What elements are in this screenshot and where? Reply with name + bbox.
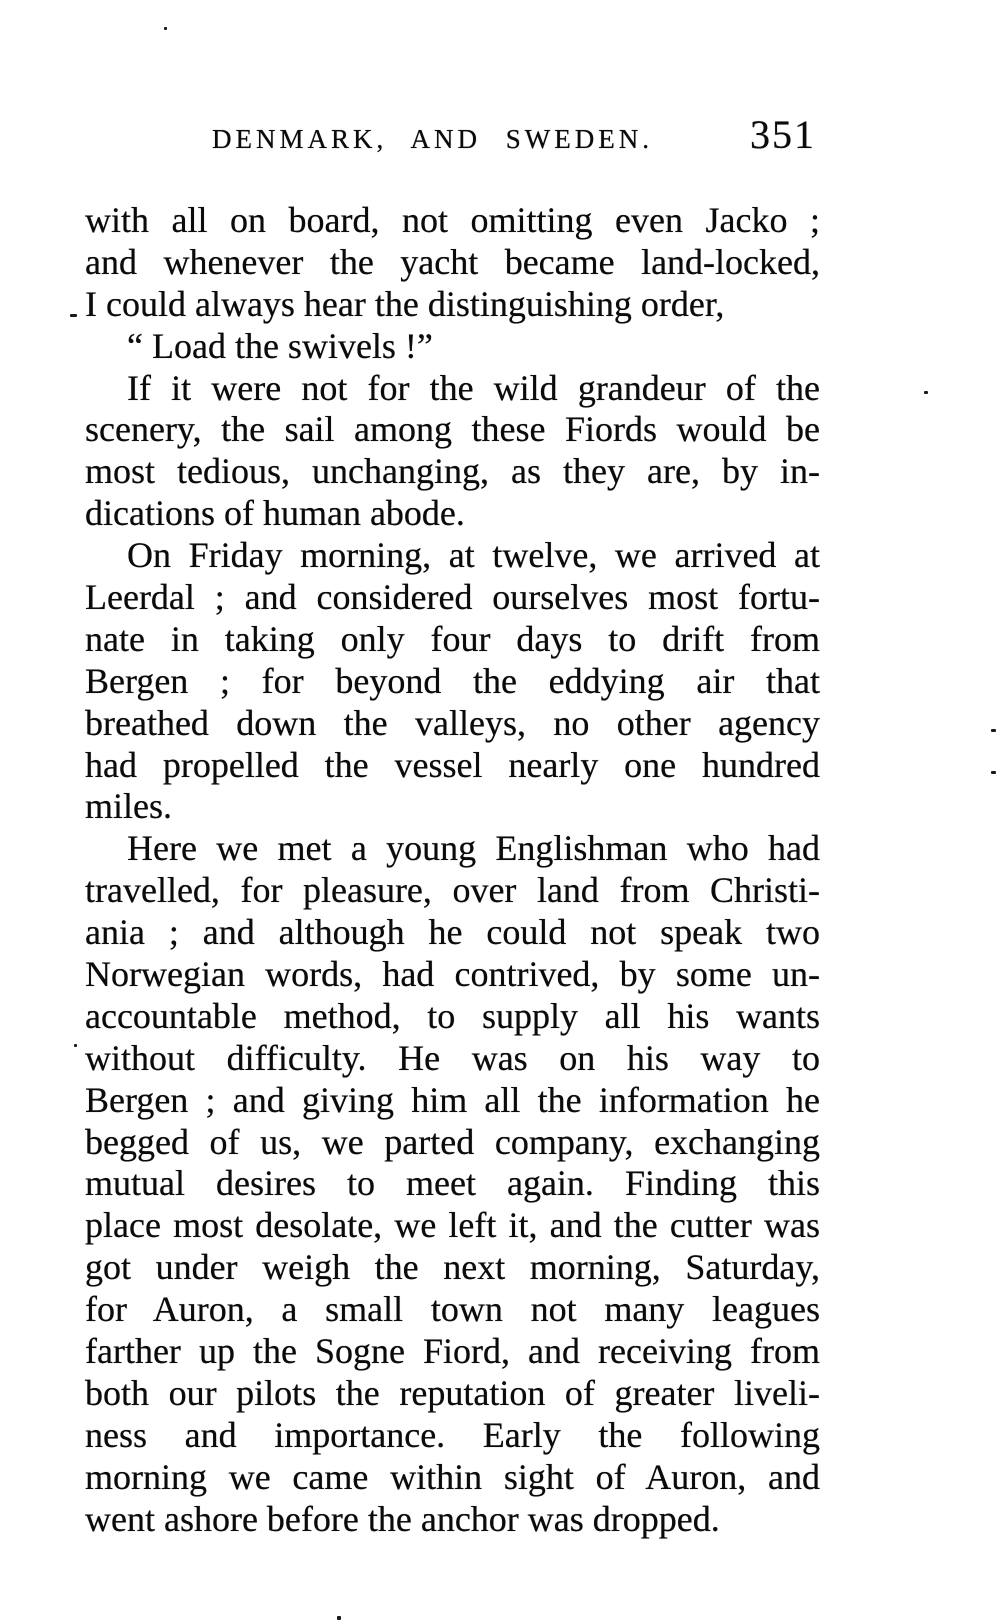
text-line: ness and importance. Early the following <box>85 1414 820 1455</box>
scan-speck <box>991 729 996 732</box>
running-title: DENMARK, AND SWEDEN. <box>212 124 653 154</box>
text-line: both our pilots the reputation of greater liveli- <box>85 1372 820 1413</box>
text-line: nate in taking only four days to drift from <box>85 618 820 659</box>
text-line: mutual desires to meet again. Finding this <box>85 1163 820 1204</box>
text-line: got under weigh the next morning, Saturday, <box>85 1247 820 1288</box>
text-line: Bergen ; for beyond the eddying air that <box>85 660 820 701</box>
text-line: morning we came within sight of Auron, and <box>85 1456 820 1497</box>
text-line: and whenever the yacht became land-locked, <box>85 241 820 282</box>
text-line: dications of human abode. <box>85 493 465 534</box>
body-text-block <box>85 200 820 1541</box>
scan-speck <box>991 771 996 774</box>
text-line: most tedious, unchanging, as they are, by in- <box>85 451 820 492</box>
text-line: I could always hear the distinguishing order, <box>85 283 725 324</box>
text-line: Bergen ; and giving him all the information he <box>85 1079 820 1120</box>
text-line: farther up the Sogne Fiord, and receiving from <box>85 1331 820 1372</box>
text-line: travelled, for pleasure, over land from Christi- <box>85 870 820 911</box>
scan-speck <box>924 391 928 394</box>
text-line: for Auron, a small town not many leagues <box>85 1289 820 1330</box>
text-line: Norwegian words, had contrived, by some un- <box>85 954 820 995</box>
text-line: miles. <box>85 786 172 827</box>
text-line: ania ; and although he could not speak two <box>85 912 820 953</box>
text-line: without difficulty. He was on his way to <box>85 1037 820 1078</box>
text-line: begged of us, we parted company, exchanging <box>85 1121 820 1162</box>
text-line: place most desolate, we left it, and the cutter was <box>85 1205 820 1246</box>
text-line: breathed down the valleys, no other agency <box>85 702 820 743</box>
text-line: If it were not for the wild grandeur of the <box>127 367 820 408</box>
text-line: with all on board, not omitting even Jacko ; <box>85 200 820 240</box>
scan-speck <box>74 1044 77 1047</box>
text-line: scenery, the sail among these Fiords would be <box>85 409 820 450</box>
text-line: “ Load the swivels !” <box>127 325 433 366</box>
scan-speck <box>337 1616 341 1620</box>
page-number: 351 <box>750 112 816 157</box>
scan-speck <box>70 314 77 317</box>
text-line: Leerdal ; and considered ourselves most fortu- <box>85 577 820 618</box>
text-line: accountable method, to supply all his wants <box>85 995 820 1036</box>
text-line: On Friday morning, at twelve, we arrived at <box>127 535 820 576</box>
text-line: had propelled the vessel nearly one hundred <box>85 744 820 785</box>
text-line: went ashore before the anchor was dropped. <box>85 1498 720 1539</box>
running-head <box>85 0 820 170</box>
scan-speck <box>164 27 167 30</box>
text-line: Here we met a young Englishman who had <box>127 828 820 869</box>
